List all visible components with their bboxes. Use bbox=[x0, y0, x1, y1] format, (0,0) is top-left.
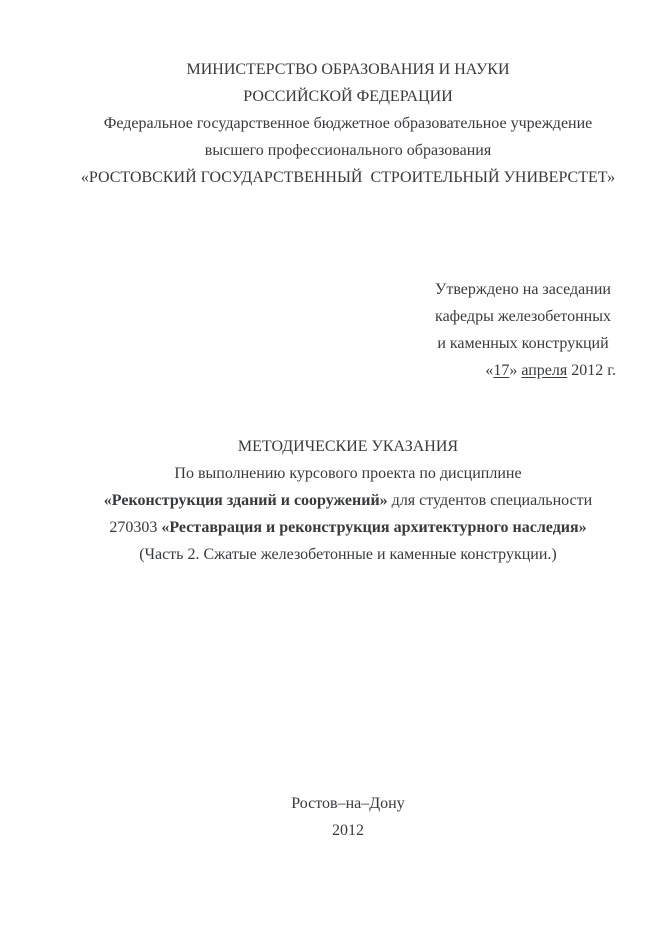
course-line-rest: для студентов специальности bbox=[387, 492, 593, 509]
course-name-bold: «Реконструкция зданий и сооружений» bbox=[103, 492, 388, 509]
date-month: апреля bbox=[521, 362, 568, 379]
approval-line-2: кафедры железобетонных bbox=[435, 308, 611, 325]
ministry-line-2: РОССИЙСКОЙ ФЕДЕРАЦИИ bbox=[243, 88, 453, 105]
document-title: МЕТОДИЧЕСКИЕ УКАЗАНИЯ bbox=[237, 438, 459, 455]
ministry-header bbox=[62, 56, 634, 191]
date-open-quote: « bbox=[485, 362, 494, 379]
university-name-line: «РОСТОВСКИЙ ГОСУДАРСТВЕННЫЙ СТРОИТЕЛЬНЫЙ УНИВЕРСТЕТ» bbox=[80, 169, 616, 186]
course-line bbox=[62, 487, 634, 514]
approval-date-line bbox=[430, 357, 616, 384]
approval-block bbox=[430, 276, 616, 384]
date-rest: 2012 г. bbox=[567, 362, 616, 379]
institution-type-line: Федеральное государственное бюджетное образовательное учреждение bbox=[103, 115, 593, 132]
specialty-name-bold: «Реставрация и реконструкция архитектурного наследия» bbox=[161, 519, 587, 536]
part-note-line: (Часть 2. Сжатые железобетонные и каменные конструкции.) bbox=[139, 546, 557, 563]
ministry-line-1: МИНИСТЕРСТВО ОБРАЗОВАНИЯ И НАУКИ bbox=[186, 61, 510, 78]
document-subtitle: По выполнению курсового проекта по дисциплине bbox=[174, 465, 522, 482]
date-after-day: » bbox=[509, 362, 522, 379]
footer-year: 2012 bbox=[332, 822, 364, 839]
footer-block bbox=[62, 790, 634, 844]
title-block bbox=[62, 433, 634, 568]
specialty-line bbox=[62, 514, 634, 541]
footer-city: Ростов–на–Дону bbox=[291, 795, 405, 812]
date-day: 17 bbox=[493, 362, 510, 379]
approval-line-3: и каменных конструкций bbox=[437, 335, 609, 352]
education-level-line: высшего профессионального образования bbox=[204, 142, 492, 159]
approval-line-1: Утверждено на заседании bbox=[435, 281, 611, 298]
specialty-code: 270303 bbox=[109, 519, 162, 536]
